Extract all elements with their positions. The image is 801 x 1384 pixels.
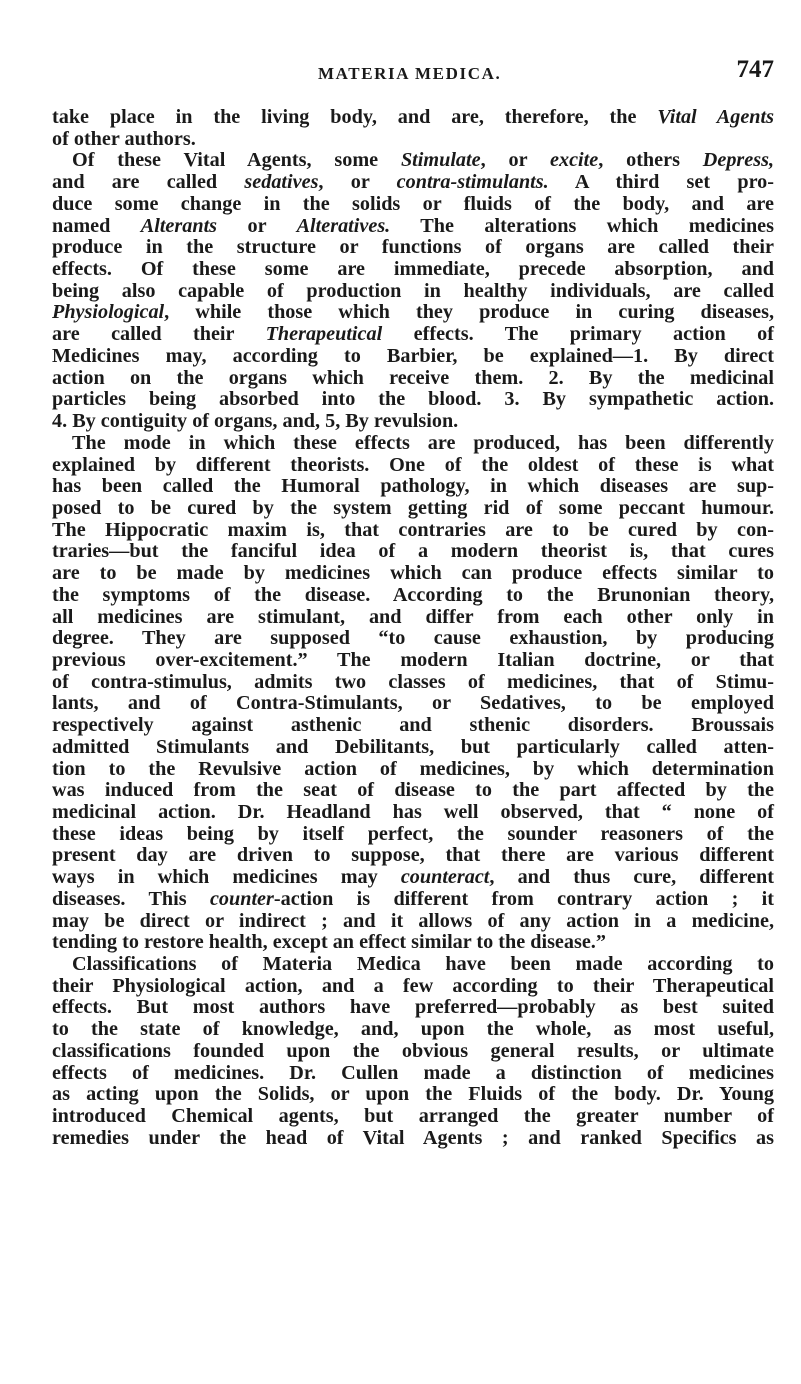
text-line <box>52 1063 774 1085</box>
text-line <box>52 932 774 954</box>
text-line <box>52 693 774 715</box>
text-line <box>52 194 774 216</box>
text-run: to the state of knowledge, and, upon the whole, as most useful, <box>52 1018 774 1041</box>
text-run: was induced from the seat of disease to the part affected by the <box>52 779 774 802</box>
running-title: MATERIA MEDICA. <box>318 64 502 83</box>
italic-text: counteract <box>400 866 490 889</box>
text-line <box>52 759 774 781</box>
text-run: , others <box>598 149 703 172</box>
text-line <box>52 433 774 455</box>
text-run: , or <box>480 149 551 172</box>
text-line <box>52 324 774 346</box>
text-run: produce in the structure or functions of organs are called their <box>52 236 774 259</box>
text-line <box>52 411 774 433</box>
text-line <box>52 585 774 607</box>
text-run: of other authors. <box>52 127 196 150</box>
text-run: 4. By contiguity of organs, and, 5, By revulsion. <box>52 410 459 433</box>
page-header <box>60 56 780 96</box>
text-line <box>52 259 774 281</box>
text-run: Medicines may, according to Barbier, be explained—1. By direct <box>52 344 774 367</box>
text-line <box>52 476 774 498</box>
text-line <box>52 498 774 520</box>
text-line <box>52 650 774 672</box>
text-run: classifications founded upon the obvious general results, or ultimate <box>52 1039 774 1062</box>
text-run: or <box>217 214 297 237</box>
text-run: has been called the Humoral pathology, in which diseases are sup- <box>52 475 774 498</box>
text-run: lants, and of Contra-Stimulants, or Sedatives, to be employed <box>52 692 774 715</box>
text-line <box>52 867 774 889</box>
text-run: and are called <box>52 171 245 194</box>
text-run: , or <box>318 171 397 194</box>
text-line <box>52 780 774 802</box>
text-run: previous over-excitement.” The modern Italian doctrine, or that <box>52 648 774 671</box>
text-line <box>52 889 774 911</box>
text-line <box>52 1084 774 1106</box>
text-run: effects. The primary action of <box>382 323 774 346</box>
text-line <box>52 715 774 737</box>
italic-text: counter <box>209 887 274 910</box>
text-run: degree. They are supposed “to cause exhaustion, by producing <box>52 627 774 650</box>
text-run: effects. But most authors have preferred—probably as best suited <box>52 996 774 1019</box>
text-run: The alterations which medicines <box>390 214 774 237</box>
text-line <box>52 997 774 1019</box>
italic-text: excite <box>550 149 599 172</box>
text-line <box>52 389 774 411</box>
text-run: diseases. This <box>52 887 210 910</box>
text-line <box>52 346 774 368</box>
text-line <box>52 802 774 824</box>
text-run: their Physiological action, and a few according to their Therapeutical <box>52 974 774 997</box>
text-run: of contra-stimulus, admits two classes of medicines, that of Stimu- <box>52 670 774 693</box>
text-run: action on the organs which receive them. 2. By the medicinal <box>52 366 774 389</box>
text-run: the symptoms of the disease. According to the Brunonian theory, <box>52 583 774 606</box>
text-run: medicinal action. Dr. Headland has well observed, that “ none of <box>52 801 774 823</box>
text-run: Of these Vital Agents, some <box>72 149 401 172</box>
italic-text: Physiological <box>52 301 165 324</box>
text-line <box>52 1041 774 1063</box>
italic-text: Alterants <box>140 214 218 237</box>
body-text <box>52 107 774 1150</box>
italic-text: Therapeutical <box>265 323 383 346</box>
text-run: admitted Stimulants and Debilitants, but particularly called atten- <box>52 735 774 758</box>
text-run: named <box>52 214 141 237</box>
text-run: all medicines are stimulant, and differ from each other only in <box>52 605 774 628</box>
text-run: particles being absorbed into the blood. 3. By sympathetic action. <box>52 388 774 411</box>
text-run: posed to be cured by the system getting rid of some peccant humour. <box>52 496 774 519</box>
text-run: , and thus cure, different <box>489 866 774 889</box>
text-run: traries—but the fanciful idea of a modern theorist is, that cures <box>52 540 774 563</box>
text-line <box>52 1128 774 1150</box>
text-line <box>52 628 774 650</box>
italic-text: Depress, <box>702 149 774 172</box>
text-line <box>52 824 774 846</box>
text-run: as acting upon the Solids, or upon the Fluids of the body. Dr. Young <box>52 1083 774 1106</box>
text-line <box>52 129 774 151</box>
text-line <box>52 1019 774 1041</box>
text-line <box>52 541 774 563</box>
text-line <box>52 911 774 933</box>
text-run: The mode in which these effects are produced, has been differently <box>72 431 774 454</box>
text-line <box>52 172 774 194</box>
text-line <box>52 237 774 259</box>
text-line <box>52 1106 774 1128</box>
text-run: remedies under the head of Vital Agents ; and ranked Specifics as <box>52 1126 774 1149</box>
text-line <box>52 455 774 477</box>
text-line <box>52 520 774 542</box>
text-line <box>52 216 774 238</box>
text-run: may be direct or indirect ; and it allows of any action in a medicine, <box>52 909 774 932</box>
text-run: respectively against asthenic and sthenic disorders. Broussais <box>52 714 774 737</box>
text-line <box>52 563 774 585</box>
text-run: tion to the Revulsive action of medicines, by which determination <box>52 757 774 780</box>
text-run: -action is different from contrary action ; it <box>273 887 774 910</box>
text-line <box>52 976 774 998</box>
text-line <box>52 737 774 759</box>
text-line <box>52 281 774 303</box>
text-run: introduced Chemical agents, but arranged the greater number of <box>52 1105 774 1128</box>
text-run: explained by different theorists. One of the oldest of these is what <box>52 453 774 476</box>
italic-text: Vital Agents <box>657 106 774 128</box>
text-line <box>52 150 774 172</box>
italic-text: contra-stimulants. <box>396 171 549 194</box>
text-run: duce some change in the solids or fluids of the body, and are <box>52 192 774 215</box>
text-line <box>52 607 774 629</box>
text-run: are called their <box>52 323 266 346</box>
italic-text: Alteratives. <box>296 214 391 237</box>
text-run: The Hippocratic maxim is, that contraries are to be cured by con- <box>52 518 774 541</box>
text-line <box>52 368 774 390</box>
text-run: are to be made by medicines which can produce effects similar to <box>52 562 774 585</box>
text-run: present day are driven to suppose, that there are various different <box>52 844 774 867</box>
text-run: ways in which medicines may <box>52 866 401 889</box>
text-run: take place in the living body, and are, therefore, the <box>52 106 658 128</box>
text-run: , while those which they produce in curing diseases, <box>164 301 774 324</box>
text-run: Classifications of Materia Medica have been made according to <box>72 953 774 976</box>
text-run: A third set pro- <box>548 171 774 194</box>
text-line <box>52 954 774 976</box>
text-line <box>52 845 774 867</box>
text-run: effects. Of these some are immediate, precede absorption, and <box>52 258 774 281</box>
text-run: being also capable of production in healthy individuals, are called <box>52 279 774 302</box>
text-run: effects of medicines. Dr. Cullen made a distinction of medicines <box>52 1061 774 1084</box>
page-number: 747 <box>736 56 774 83</box>
italic-text: sedatives <box>244 171 319 194</box>
text-line <box>52 302 774 324</box>
text-run: these ideas being by itself perfect, the sounder reasoners of the <box>52 822 774 845</box>
italic-text: Stimulate <box>400 149 481 172</box>
text-line <box>52 107 774 129</box>
text-run: tending to restore health, except an effect similar to the disease.” <box>52 931 606 954</box>
text-line <box>52 672 774 694</box>
